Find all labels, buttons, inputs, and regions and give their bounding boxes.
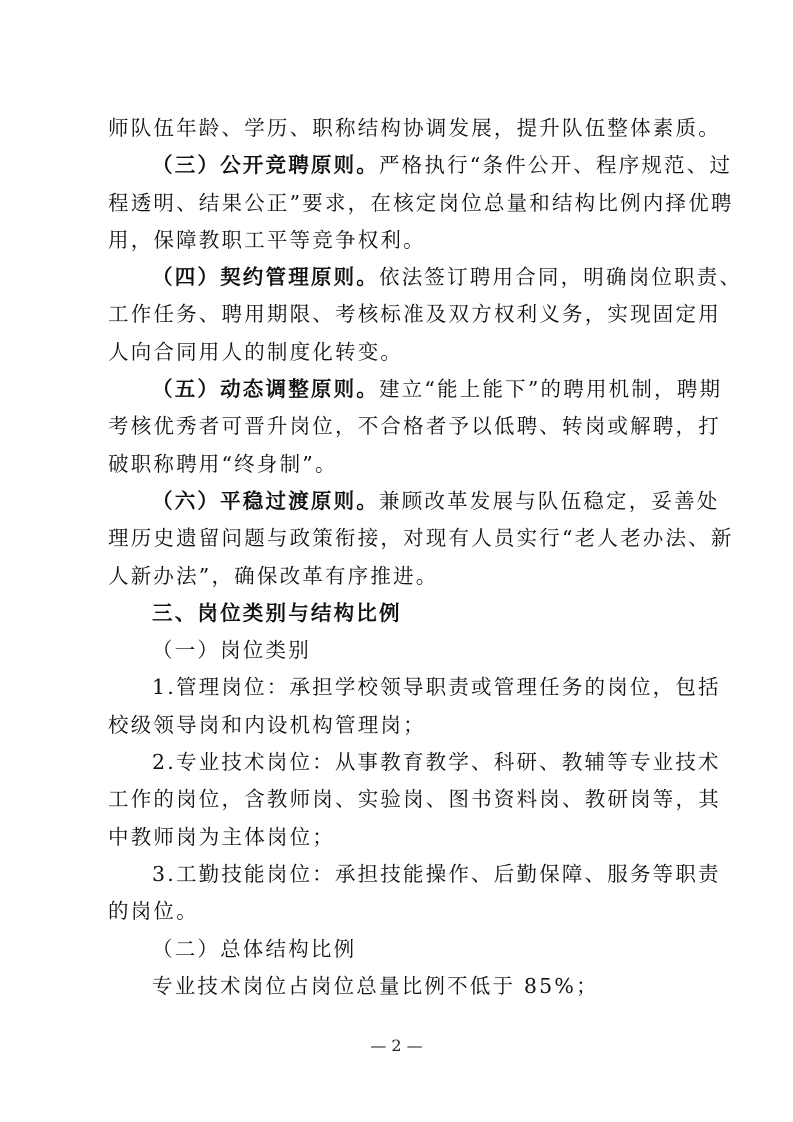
text-run: 用，保障教职工平等竞争权利。 <box>108 227 426 252</box>
heading-run: （六）平稳过渡原则。 <box>152 488 379 513</box>
text-line <box>108 558 690 595</box>
text-line <box>108 259 743 296</box>
text-run: 专业技术岗位占岗位总量比例不低于 85%； <box>152 973 599 998</box>
text-line <box>108 707 690 744</box>
text-run: 校级领导岗和内设机构管理岗； <box>108 712 426 737</box>
text-run: 建立“能上能下”的聘用机制，聘期 <box>379 377 723 402</box>
heading-run: 三、岗位类别与结构比例 <box>152 600 402 625</box>
text-line <box>108 595 690 632</box>
text-run: 师队伍年龄、学历、职称结构协调发展，提升队伍整体素质。 <box>108 116 721 140</box>
text-line <box>108 147 733 184</box>
text-line <box>108 334 690 371</box>
text-run: 理历史遗留问题与政策衔接，对现有人员实行“老人老办法、新 <box>108 526 734 551</box>
heading-run: （四）契约管理原则。 <box>152 265 379 290</box>
text-line <box>108 296 721 333</box>
text-line <box>108 371 723 408</box>
text-line <box>108 446 690 483</box>
text-line <box>108 669 721 706</box>
text-line <box>108 632 690 669</box>
text-run: 破职称聘用“终身制”。 <box>108 451 338 476</box>
text-line <box>108 110 721 147</box>
text-line <box>108 931 690 968</box>
text-run: 中教师岗为主体岗位； <box>108 824 335 849</box>
text-run: 的岗位。 <box>108 899 199 924</box>
text-line <box>108 520 734 557</box>
text-line <box>108 968 690 1005</box>
text-line <box>108 222 690 259</box>
text-run: 考核优秀者可晋升岗位，不合格者予以低聘、转岗或解聘，打 <box>108 414 721 439</box>
text-run: 程透明、结果公正”要求，在核定岗位总量和结构比例内择优聘 <box>108 190 734 215</box>
text-run: 2.专业技术岗位：从事教育教学、科研、教辅等专业技术 <box>152 750 721 775</box>
text-line <box>108 408 721 445</box>
text-line <box>108 856 721 893</box>
text-line <box>108 781 721 818</box>
text-run: （一）岗位类别 <box>152 638 311 663</box>
heading-run: （三）公开竞聘原则。 <box>152 153 379 178</box>
text-line <box>108 893 690 930</box>
text-run: 依法签订聘用合同，明确岗位职责、 <box>379 265 743 290</box>
text-line <box>108 744 721 781</box>
text-run: 3.工勤技能岗位：承担技能操作、后勤保障、服务等职责 <box>152 861 721 886</box>
text-run: 人新办法”，确保改革有序推进。 <box>108 563 439 588</box>
text-run: 工作的岗位，含教师岗、实验岗、图书资料岗、教研岗等，其 <box>108 787 721 812</box>
page-number: — 2 — <box>370 1036 423 1055</box>
text-run: 工作任务、聘用期限、考核标准及双方权利义务，实现固定用 <box>108 302 721 327</box>
text-run: 严格执行“条件公开、程序规范、过 <box>379 153 733 178</box>
text-run: 人向合同用人的制度化转变。 <box>108 339 404 364</box>
text-line <box>108 819 690 856</box>
heading-run: （五）动态调整原则。 <box>152 377 379 402</box>
text-run: 兼顾改革发展与队伍稳定，妥善处 <box>379 488 720 513</box>
body-text <box>108 110 743 1005</box>
text-run: （二）总体结构比例 <box>152 936 357 961</box>
text-run: 1.管理岗位：承担学校领导职责或管理任务的岗位，包括 <box>152 675 721 700</box>
text-line <box>108 185 734 222</box>
text-line <box>108 483 720 520</box>
